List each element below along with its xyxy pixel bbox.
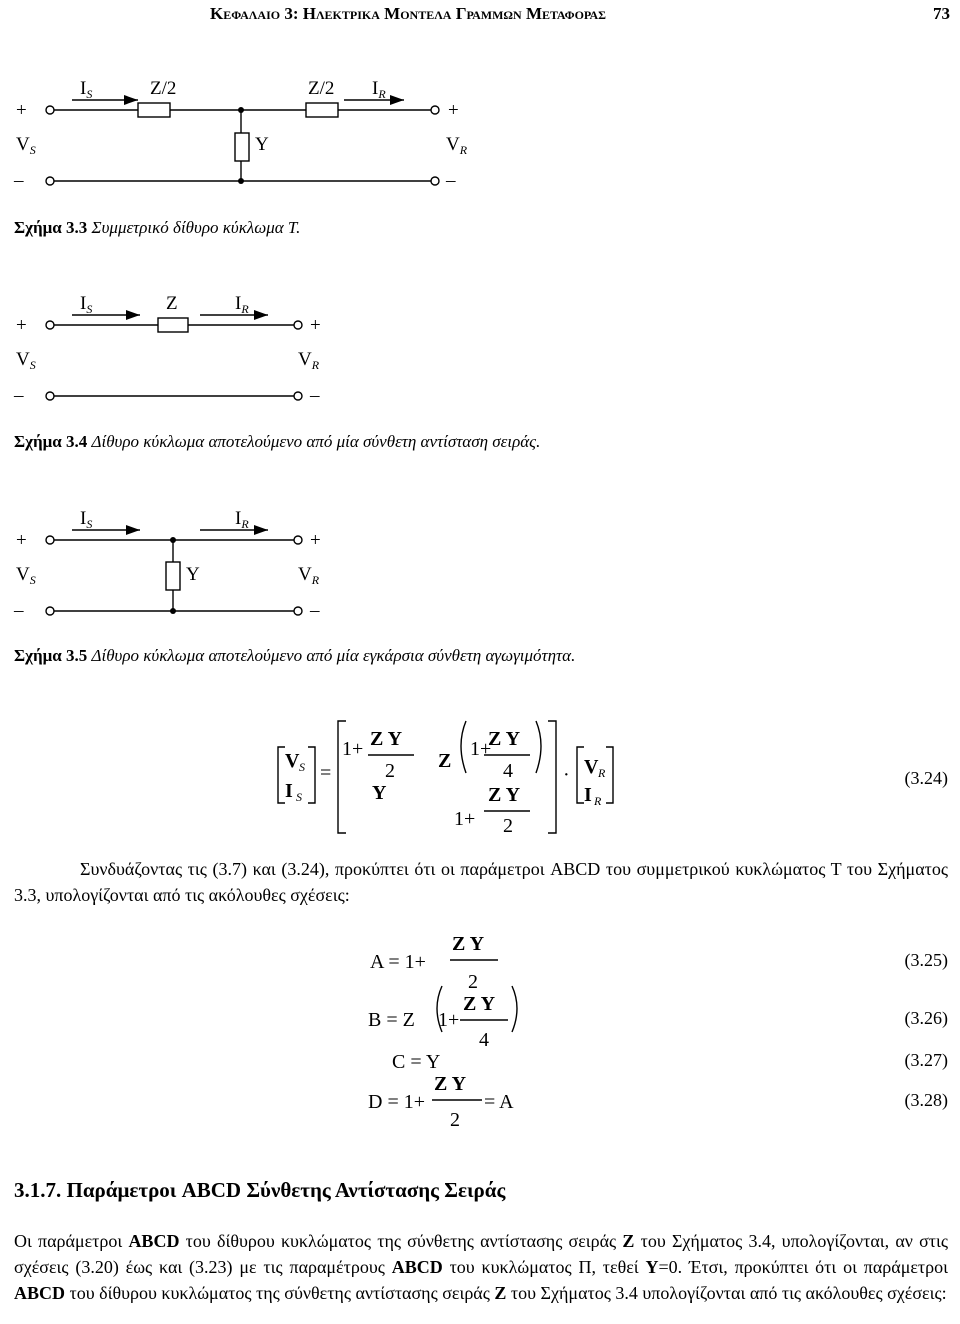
vs-label: $V_S$ [16, 564, 36, 587]
eq325-two: 2 [468, 971, 478, 993]
eq-two-1: 2 [385, 760, 395, 782]
figure-3-5-diagram [0, 500, 960, 630]
eq325-zy: Z Y [452, 933, 485, 955]
eq326-four: 4 [479, 1029, 489, 1051]
z-half-right-label: Z/2 [308, 78, 335, 99]
eq326-one-plus: 1+ [438, 1009, 460, 1031]
ir-label: $I_R$ [372, 78, 386, 101]
section-heading: 3.1.7. Παράμετροι ABCD Σύνθετης Αντίστασης Σειράς [14, 1178, 506, 1202]
plus-right: + [448, 100, 459, 121]
eq-number-3-27: (3.27) [904, 1050, 948, 1070]
minus-right: – [310, 385, 320, 406]
eq-ir-sub: R [594, 794, 602, 808]
eq-vs-sub: S [299, 760, 305, 774]
eq327: C = Y [392, 1051, 441, 1073]
chapter-title: Κεφαλαιο 3: Ηλεκτρικα Μοντελα Γραμμων Μεταφορας [210, 4, 606, 23]
paragraph-2: Οι παράμετροι ABCD του δίθυρου κυκλώματος της σύνθετης αντίστασης σειράς Z του Σχήματος 3.4, υπολογίζονται, αν στις σχέσεις (3.20) έως και (3.23) με τις παραμέτρους ABCD του κυκλώματος Π, τεθεί Y=0. Έτσι, προκύπτει ότι οι παράμετροι ABCD του δίθυρου κυκλώματος της σύνθετης αντίστασης σειράς Z του Σχήματος 3.4 υπολογίζονται από τις ακόλουθες σχέσεις: [14, 1231, 948, 1303]
eq-vs-v: V [285, 750, 300, 772]
equation-3-24-number: (3.24) [904, 768, 948, 788]
eq-one-plus-3: 1+ [454, 808, 476, 830]
vr-label: $V_R$ [298, 349, 320, 372]
plus-left: + [16, 100, 27, 121]
page-number: 73 [933, 4, 950, 23]
vs-label: $V_S$ [16, 349, 36, 372]
plus-right: + [310, 530, 321, 551]
eq-one-plus-1: 1+ [342, 738, 364, 760]
eq326-zy: Z Y [463, 993, 496, 1015]
plus-left: + [16, 315, 27, 336]
vr-label: $V_R$ [298, 564, 320, 587]
eq-z: Z [438, 750, 452, 772]
plus-left: + [16, 530, 27, 551]
eq-equals: = [320, 762, 332, 784]
figure-3-3-diagram [0, 70, 960, 200]
eq-dot: · [563, 764, 570, 786]
is-label: $I_S$ [80, 293, 93, 316]
eq-number-3-26: (3.26) [904, 1008, 948, 1028]
eq-vr-v: V [584, 756, 599, 778]
eq-one-plus-2: 1+ [470, 738, 492, 760]
figure-3-4-diagram [0, 285, 960, 415]
equations-3-25-to-3-28 [0, 928, 960, 1138]
eq-ir-i: I [584, 784, 592, 806]
eq-zy-2: Z Y [488, 728, 521, 750]
eq328-two: 2 [450, 1109, 460, 1131]
figure-3-4-caption: Σχήμα 3.4 Δίθυρο κύκλωμα αποτελούμενο από μία σύνθετη αντίσταση σειράς. [14, 432, 541, 451]
minus-left: – [14, 170, 24, 191]
figure-3-5-caption: Σχήμα 3.5 Δίθυρο κύκλωμα αποτελούμενο από μία εγκάρσια σύνθετη αγωγιμότητα. [14, 646, 576, 665]
paragraph-1: Συνδυάζοντας τις (3.7) και (3.24), προκύπτει ότι οι παράμετροι ABCD του συμμετρικού κυκλώματος Τ του Σχήματος 3.3, υπολογίζονται από τις ακόλουθες σχέσεις: [14, 859, 948, 905]
equation-3-24 [0, 715, 960, 835]
eq-y: Y [372, 782, 387, 804]
vs-label: $V_S$ [16, 134, 36, 157]
minus-left: – [14, 385, 24, 406]
eq-is-sub: S [296, 790, 302, 804]
page-header [0, 4, 960, 28]
is-label: $I_S$ [80, 78, 93, 101]
eq328-lhs: D = 1+ [368, 1091, 426, 1113]
eq-four: 4 [503, 760, 513, 782]
eq-zy-3: Z Y [488, 784, 521, 806]
eq-vr-sub: R [598, 766, 606, 780]
z-label: Z [166, 293, 178, 314]
plus-right: + [310, 315, 321, 336]
eq-number-3-25: (3.25) [904, 950, 948, 970]
is-label: $I_S$ [80, 508, 93, 531]
y-label: Y [186, 564, 200, 585]
minus-right: – [446, 170, 456, 191]
y-label: Y [255, 134, 269, 155]
ir-label: $I_R$ [235, 293, 249, 316]
eq-two-2: 2 [503, 815, 513, 837]
figure-3-3-caption: Σχήμα 3.3 Συμμετρικό δίθυρο κύκλωμα Τ. [14, 218, 301, 237]
ir-label: $I_R$ [235, 508, 249, 531]
eq326-lhs: B = Z [368, 1009, 415, 1031]
eq325-lhs: A = 1+ [370, 951, 426, 973]
vr-label: $V_R$ [446, 134, 468, 157]
eq-is-i: I [285, 780, 293, 802]
eq328-zy: Z Y [434, 1073, 467, 1095]
eq328-rhs: = A [484, 1091, 514, 1113]
eq-zy-1: Z Y [370, 728, 403, 750]
minus-right: – [310, 600, 320, 621]
minus-left: – [14, 600, 24, 621]
eq-number-3-28: (3.28) [904, 1090, 948, 1110]
z-half-left-label: Z/2 [150, 78, 177, 99]
